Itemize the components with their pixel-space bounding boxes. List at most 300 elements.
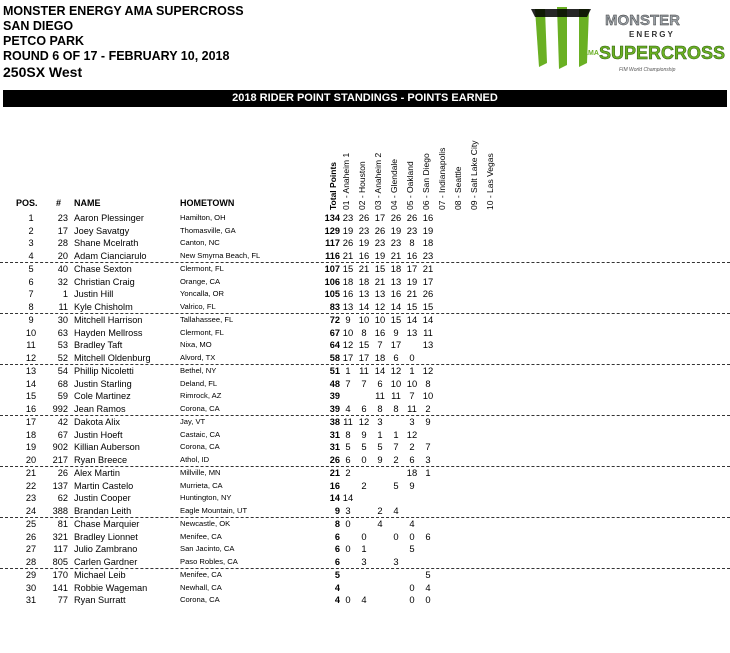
round-4-points: 8 bbox=[393, 402, 399, 414]
rider-total-points: 67 bbox=[329, 327, 340, 338]
rider-name: Hayden Mellross bbox=[74, 327, 143, 338]
rider-name: Cole Martinez bbox=[74, 391, 131, 401]
rider-total-points: 64 bbox=[329, 340, 340, 350]
round-4-points: 23 bbox=[390, 237, 402, 248]
round-5-points: 16 bbox=[406, 249, 418, 261]
rider-hometown: Huntington, NY bbox=[180, 493, 232, 502]
round-3-points: 6 bbox=[377, 377, 383, 389]
table-row bbox=[0, 467, 730, 480]
header-name: NAME bbox=[74, 198, 101, 208]
header-round-9: 09 - Salt Lake City bbox=[469, 140, 479, 210]
round-5-points: 4 bbox=[409, 518, 415, 529]
table-row bbox=[0, 429, 730, 442]
rider-name: Dakota Alix bbox=[74, 417, 120, 427]
header-round-5: 05 - Oakland bbox=[405, 161, 415, 210]
round-3-points: 4 bbox=[377, 518, 383, 529]
event-series-title: MONSTER ENERGY AMA SUPERCROSS bbox=[3, 4, 244, 18]
rider-position: 19 bbox=[25, 442, 37, 452]
round-1-points: 0 bbox=[345, 594, 351, 605]
rider-position: 25 bbox=[25, 519, 37, 529]
table-row bbox=[0, 403, 730, 417]
standings-banner: 2018 RIDER POINT STANDINGS - POINTS EARNED bbox=[3, 90, 727, 107]
rider-name: Kyle Chisholm bbox=[74, 301, 133, 312]
rider-total-points: 48 bbox=[329, 378, 340, 389]
rider-position: 12 bbox=[25, 352, 37, 363]
rider-position: 27 bbox=[25, 544, 37, 554]
rider-position: 30 bbox=[25, 582, 37, 593]
rider-name: Jean Ramos bbox=[74, 403, 126, 414]
round-5-points: 9 bbox=[409, 479, 415, 491]
rider-name: Carlen Gardner bbox=[74, 556, 138, 567]
round-6-points: 15 bbox=[422, 300, 434, 312]
round-1-points: 16 bbox=[342, 288, 354, 299]
rider-total-points: 6 bbox=[334, 544, 340, 554]
round-6-points: 11 bbox=[423, 326, 433, 338]
round-6-points: 13 bbox=[422, 339, 434, 350]
round-5-points: 11 bbox=[407, 402, 417, 414]
header-round-8: 08 - Seattle bbox=[453, 166, 463, 210]
rider-hometown: Eagle Mountain, UT bbox=[180, 505, 248, 515]
round-6-points: 19 bbox=[422, 224, 434, 236]
round-5-points: 6 bbox=[409, 453, 415, 465]
round-5-points: 1 bbox=[409, 365, 415, 376]
rider-hometown: Corona, CA bbox=[180, 403, 220, 413]
rider-total-points: 116 bbox=[325, 250, 340, 261]
rider-position: 6 bbox=[28, 276, 34, 287]
event-round-date: ROUND 6 OF 17 - FEBRUARY 10, 2018 bbox=[3, 49, 230, 63]
table-row bbox=[0, 212, 730, 225]
round-2-points: 19 bbox=[358, 237, 370, 248]
round-3-points: 15 bbox=[374, 263, 386, 274]
table-row bbox=[0, 327, 730, 340]
rider-position: 29 bbox=[25, 570, 37, 580]
logo-word-monster: MONSTER bbox=[605, 12, 680, 29]
rider-number: 63 bbox=[57, 327, 68, 338]
rider-position: 23 bbox=[25, 493, 37, 503]
round-2-points: 10 bbox=[358, 314, 370, 325]
logo-ama: AMA bbox=[583, 50, 599, 57]
round-6-points: 10 bbox=[422, 390, 434, 401]
table-row bbox=[0, 250, 730, 264]
round-3-points: 11 bbox=[375, 390, 385, 401]
round-3-points: 9 bbox=[377, 453, 383, 465]
round-1-points: 6 bbox=[345, 453, 351, 465]
round-4-points: 16 bbox=[390, 288, 402, 299]
round-4-points: 19 bbox=[390, 224, 402, 236]
table-row bbox=[0, 569, 730, 582]
round-4-points: 3 bbox=[393, 555, 399, 567]
rider-position: 7 bbox=[28, 289, 34, 299]
rider-total-points: 31 bbox=[329, 442, 340, 452]
round-5-points: 18 bbox=[406, 467, 418, 478]
rider-number: 53 bbox=[57, 340, 68, 350]
rider-name: Julio Zambrano bbox=[74, 544, 138, 554]
round-6-points: 16 bbox=[422, 212, 434, 223]
round-3-points: 7 bbox=[377, 339, 383, 350]
round-3-points: 2 bbox=[377, 504, 383, 516]
header-round-2: 02 - Houston bbox=[357, 161, 367, 210]
rider-position: 10 bbox=[25, 327, 37, 338]
table-row bbox=[0, 416, 730, 429]
round-2-points: 5 bbox=[361, 441, 367, 452]
rider-hometown: Newhall, CA bbox=[180, 582, 222, 592]
rider-position: 17 bbox=[25, 417, 37, 427]
rider-name: Chase Marquier bbox=[74, 519, 140, 529]
event-city: SAN DIEGO bbox=[3, 19, 74, 33]
rider-position: 9 bbox=[28, 315, 34, 325]
rider-hometown: Athol, ID bbox=[180, 454, 210, 464]
rider-number: 992 bbox=[52, 403, 68, 414]
round-6-points: 1 bbox=[425, 467, 431, 478]
round-5-points: 0 bbox=[409, 351, 415, 363]
rider-position: 2 bbox=[28, 225, 34, 236]
round-2-points: 18 bbox=[358, 275, 370, 287]
rider-position: 13 bbox=[25, 366, 37, 376]
rider-total-points: 83 bbox=[329, 301, 340, 312]
round-6-points: 23 bbox=[422, 249, 434, 261]
header-round-7: 07 - Indianapolis bbox=[437, 147, 447, 210]
round-1-points: 8 bbox=[345, 428, 351, 440]
round-6-points: 0 bbox=[425, 594, 431, 605]
header-total-points: Total Points bbox=[328, 161, 338, 210]
rider-hometown: Newcastle, OK bbox=[180, 519, 231, 528]
round-1-points: 9 bbox=[345, 314, 351, 325]
round-6-points: 7 bbox=[425, 441, 431, 452]
rider-total-points: 6 bbox=[334, 531, 340, 542]
table-row bbox=[0, 314, 730, 327]
round-2-points: 2 bbox=[361, 479, 367, 491]
rider-number: 62 bbox=[57, 493, 68, 503]
rider-position: 31 bbox=[25, 595, 37, 605]
round-5-points: 13 bbox=[406, 326, 418, 338]
round-2-points: 8 bbox=[361, 326, 367, 338]
logo-word-supercross: SUPERCROSS bbox=[599, 43, 726, 63]
round-3-points: 16 bbox=[374, 326, 386, 338]
header-number: # bbox=[56, 198, 62, 208]
rider-hometown: Yoncalla, OR bbox=[180, 289, 225, 298]
table-row bbox=[0, 594, 730, 607]
round-2-points: 9 bbox=[361, 428, 367, 440]
round-4-points: 13 bbox=[390, 275, 402, 287]
rider-number: 388 bbox=[52, 505, 68, 516]
rider-hometown: Valrico, FL bbox=[180, 301, 216, 311]
round-1-points: 4 bbox=[345, 402, 351, 414]
rider-total-points: 5 bbox=[334, 570, 340, 580]
rider-hometown: Corona, CA bbox=[180, 442, 220, 451]
rider-number: 20 bbox=[57, 250, 68, 261]
round-6-points: 12 bbox=[422, 365, 434, 376]
table-row bbox=[0, 492, 730, 505]
rider-total-points: 39 bbox=[329, 391, 340, 401]
rider-name: Justin Hill bbox=[74, 289, 114, 299]
rider-name: Martin Castelo bbox=[74, 480, 134, 491]
round-1-points: 11 bbox=[343, 416, 353, 427]
rider-number: 321 bbox=[52, 531, 68, 542]
table-row bbox=[0, 480, 730, 493]
round-5-points: 0 bbox=[409, 530, 415, 542]
table-row bbox=[0, 225, 730, 238]
round-2-points: 23 bbox=[358, 224, 370, 236]
rider-number: 137 bbox=[52, 480, 68, 491]
column-headers bbox=[0, 112, 730, 212]
event-class: 250SX West bbox=[3, 64, 83, 80]
round-4-points: 18 bbox=[390, 263, 402, 274]
round-2-points: 3 bbox=[361, 555, 367, 567]
rider-number: 117 bbox=[53, 544, 68, 554]
rider-name: Chase Sexton bbox=[74, 264, 132, 274]
rider-hometown: Tallahassee, FL bbox=[180, 315, 234, 324]
rider-number: 32 bbox=[57, 276, 68, 287]
rider-number: 42 bbox=[57, 417, 68, 427]
rider-position: 22 bbox=[25, 480, 37, 491]
round-4-points: 6 bbox=[393, 351, 399, 363]
round-5-points: 8 bbox=[409, 237, 415, 248]
round-1-points: 3 bbox=[345, 504, 351, 516]
rider-position: 4 bbox=[28, 250, 34, 261]
standings-table bbox=[0, 212, 730, 607]
round-5-points: 21 bbox=[406, 288, 418, 299]
rider-number: 17 bbox=[57, 225, 68, 236]
round-1-points: 17 bbox=[342, 351, 354, 363]
round-2-points: 21 bbox=[358, 263, 370, 274]
round-4-points: 4 bbox=[393, 504, 399, 516]
round-6-points: 4 bbox=[425, 581, 431, 593]
rider-name: Ryan Surratt bbox=[74, 595, 126, 605]
header-hometown: HOMETOWN bbox=[180, 198, 235, 208]
rider-total-points: 105 bbox=[324, 289, 340, 299]
rider-position: 15 bbox=[25, 391, 37, 401]
round-2-points: 13 bbox=[358, 288, 370, 299]
round-4-points: 21 bbox=[390, 249, 402, 261]
rider-hometown: Deland, FL bbox=[180, 378, 218, 388]
round-2-points: 0 bbox=[361, 530, 367, 542]
rider-number: 54 bbox=[57, 366, 68, 376]
rider-total-points: 26 bbox=[329, 454, 340, 465]
event-venue: PETCO PARK bbox=[3, 34, 85, 48]
round-4-points: 2 bbox=[393, 453, 399, 465]
rider-name: Phillip Nicoletti bbox=[74, 366, 134, 376]
round-2-points: 26 bbox=[358, 212, 370, 223]
round-4-points: 15 bbox=[390, 314, 402, 325]
round-6-points: 26 bbox=[422, 288, 434, 299]
rider-number: 77 bbox=[57, 595, 68, 605]
round-3-points: 5 bbox=[377, 441, 383, 452]
round-3-points: 21 bbox=[374, 275, 386, 287]
rider-hometown: Hamilton, OH bbox=[180, 213, 226, 222]
table-row bbox=[0, 556, 730, 570]
rider-name: Alex Martin bbox=[74, 468, 120, 478]
rider-number: 28 bbox=[57, 238, 68, 248]
round-3-points: 1 bbox=[377, 428, 383, 440]
round-1-points: 15 bbox=[342, 263, 354, 274]
rider-number: 30 bbox=[57, 315, 68, 325]
round-2-points: 11 bbox=[359, 365, 369, 376]
round-6-points: 21 bbox=[422, 263, 434, 274]
round-3-points: 3 bbox=[377, 416, 383, 427]
rider-number: 23 bbox=[57, 213, 68, 223]
round-4-points: 26 bbox=[390, 212, 402, 223]
rider-total-points: 16 bbox=[329, 480, 340, 491]
header-round-10: 10 - Las Vegas bbox=[485, 153, 495, 210]
round-1-points: 5 bbox=[345, 441, 351, 452]
table-row bbox=[0, 505, 730, 519]
rider-hometown: Rimrock, AZ bbox=[180, 391, 222, 400]
rider-number: 11 bbox=[58, 301, 68, 312]
round-4-points: 12 bbox=[390, 365, 402, 376]
rider-total-points: 4 bbox=[334, 595, 340, 605]
rider-name: Christian Craig bbox=[74, 276, 135, 287]
round-2-points: 4 bbox=[361, 594, 367, 605]
round-2-points: 6 bbox=[361, 402, 367, 414]
table-row bbox=[0, 365, 730, 378]
table-row bbox=[0, 543, 730, 556]
header-round-6: 06 - San Diego bbox=[421, 153, 431, 210]
rider-total-points: 21 bbox=[329, 468, 340, 478]
rider-hometown: Thomasville, GA bbox=[180, 225, 236, 235]
round-2-points: 12 bbox=[358, 416, 370, 427]
round-5-points: 26 bbox=[406, 212, 418, 223]
rider-position: 8 bbox=[28, 301, 34, 312]
round-5-points: 10 bbox=[406, 377, 418, 389]
round-1-points: 26 bbox=[342, 237, 354, 248]
monster-claw-icon bbox=[531, 7, 591, 69]
rider-name: Justin Starling bbox=[74, 378, 132, 389]
rider-hometown: Corona, CA bbox=[180, 595, 220, 604]
round-4-points: 11 bbox=[391, 390, 401, 401]
round-3-points: 10 bbox=[374, 314, 386, 325]
rider-name: Adam Cianciarulo bbox=[74, 250, 147, 261]
round-5-points: 7 bbox=[409, 390, 415, 401]
rider-position: 5 bbox=[28, 264, 34, 274]
rider-total-points: 107 bbox=[324, 264, 340, 274]
rider-total-points: 8 bbox=[334, 519, 340, 529]
rider-hometown: Menifee, CA bbox=[180, 570, 222, 579]
rider-number: 902 bbox=[52, 442, 68, 452]
table-row bbox=[0, 339, 730, 352]
rider-total-points: 72 bbox=[329, 315, 340, 325]
logo-fim-subtitle: FIM World Championship bbox=[619, 67, 676, 73]
round-6-points: 2 bbox=[425, 402, 431, 414]
round-5-points: 0 bbox=[409, 581, 415, 593]
rider-hometown: New Smyrna Beach, FL bbox=[180, 250, 261, 260]
round-4-points: 5 bbox=[393, 479, 399, 491]
round-6-points: 18 bbox=[422, 237, 434, 248]
round-4-points: 7 bbox=[393, 441, 399, 452]
rider-hometown: San Jacinto, CA bbox=[180, 544, 235, 553]
round-6-points: 6 bbox=[425, 530, 431, 542]
monster-supercross-logo bbox=[527, 3, 730, 89]
header-pos: POS. bbox=[16, 198, 38, 208]
table-row bbox=[0, 441, 730, 454]
round-1-points: 7 bbox=[345, 377, 351, 389]
round-6-points: 5 bbox=[425, 569, 431, 580]
round-5-points: 23 bbox=[406, 224, 418, 236]
rider-name: Michael Leib bbox=[74, 570, 126, 580]
round-4-points: 14 bbox=[390, 300, 402, 312]
rider-name: Killian Auberson bbox=[74, 442, 140, 452]
rider-hometown: Alvord, TX bbox=[180, 352, 216, 362]
round-3-points: 19 bbox=[374, 249, 386, 261]
rider-position: 1 bbox=[28, 213, 34, 223]
round-4-points: 9 bbox=[393, 326, 399, 338]
round-2-points: 16 bbox=[358, 249, 370, 261]
rider-hometown: Canton, NC bbox=[180, 238, 220, 247]
round-6-points: 14 bbox=[422, 314, 434, 325]
round-1-points: 0 bbox=[345, 543, 351, 554]
round-1-points: 2 bbox=[345, 467, 351, 478]
round-4-points: 0 bbox=[393, 530, 399, 542]
rider-hometown: Nixa, MO bbox=[180, 340, 212, 349]
rider-hometown: Millville, MN bbox=[180, 468, 221, 477]
rider-position: 14 bbox=[25, 378, 37, 389]
table-row bbox=[0, 378, 730, 391]
table-row bbox=[0, 276, 730, 289]
rider-number: 26 bbox=[57, 468, 68, 478]
rider-name: Justin Hoeft bbox=[74, 429, 123, 440]
rider-number: 68 bbox=[57, 378, 68, 389]
rider-number: 81 bbox=[57, 519, 68, 529]
table-row bbox=[0, 288, 730, 301]
table-row bbox=[0, 301, 730, 315]
round-3-points: 13 bbox=[374, 288, 386, 299]
round-5-points: 3 bbox=[409, 416, 415, 427]
round-3-points: 18 bbox=[374, 351, 386, 363]
round-4-points: 17 bbox=[390, 339, 402, 350]
rider-hometown: Clermont, FL bbox=[180, 264, 224, 273]
round-1-points: 23 bbox=[342, 212, 354, 223]
rider-position: 28 bbox=[25, 556, 37, 567]
round-1-points: 10 bbox=[342, 326, 354, 338]
round-1-points: 21 bbox=[342, 249, 354, 261]
logo-word-energy: ENERGY bbox=[629, 30, 675, 39]
rider-total-points: 14 bbox=[329, 493, 340, 503]
rider-name: Joey Savatgy bbox=[74, 225, 130, 236]
round-1-points: 19 bbox=[342, 224, 354, 236]
rider-total-points: 4 bbox=[334, 582, 340, 593]
round-6-points: 8 bbox=[425, 377, 431, 389]
round-6-points: 3 bbox=[425, 453, 431, 465]
round-1-points: 13 bbox=[342, 300, 354, 312]
rider-position: 21 bbox=[25, 468, 37, 478]
round-5-points: 0 bbox=[409, 594, 415, 605]
round-4-points: 10 bbox=[390, 377, 402, 389]
round-1-points: 1 bbox=[345, 365, 351, 376]
rider-total-points: 31 bbox=[329, 429, 340, 440]
table-row bbox=[0, 518, 730, 531]
rider-total-points: 39 bbox=[329, 403, 340, 414]
rider-total-points: 58 bbox=[329, 352, 340, 363]
rider-position: 24 bbox=[25, 505, 37, 516]
rider-number: 217 bbox=[52, 454, 68, 465]
table-row bbox=[0, 263, 730, 276]
rider-position: 11 bbox=[26, 340, 36, 350]
table-row bbox=[0, 352, 730, 366]
rider-name: Robbie Wageman bbox=[74, 582, 148, 593]
rider-number: 805 bbox=[52, 556, 68, 567]
rider-hometown: Clermont, FL bbox=[180, 327, 224, 337]
round-4-points: 1 bbox=[393, 428, 399, 440]
rider-total-points: 117 bbox=[325, 238, 340, 248]
rider-total-points: 106 bbox=[324, 276, 340, 287]
round-2-points: 0 bbox=[361, 453, 367, 465]
rider-position: 20 bbox=[25, 454, 37, 465]
rider-hometown: Menifee, CA bbox=[180, 531, 222, 541]
rider-name: Aaron Plessinger bbox=[74, 213, 144, 223]
header-round-1: 01 - Anaheim 1 bbox=[341, 152, 351, 210]
round-3-points: 8 bbox=[377, 402, 383, 414]
round-2-points: 17 bbox=[358, 351, 370, 363]
round-5-points: 17 bbox=[406, 263, 418, 274]
